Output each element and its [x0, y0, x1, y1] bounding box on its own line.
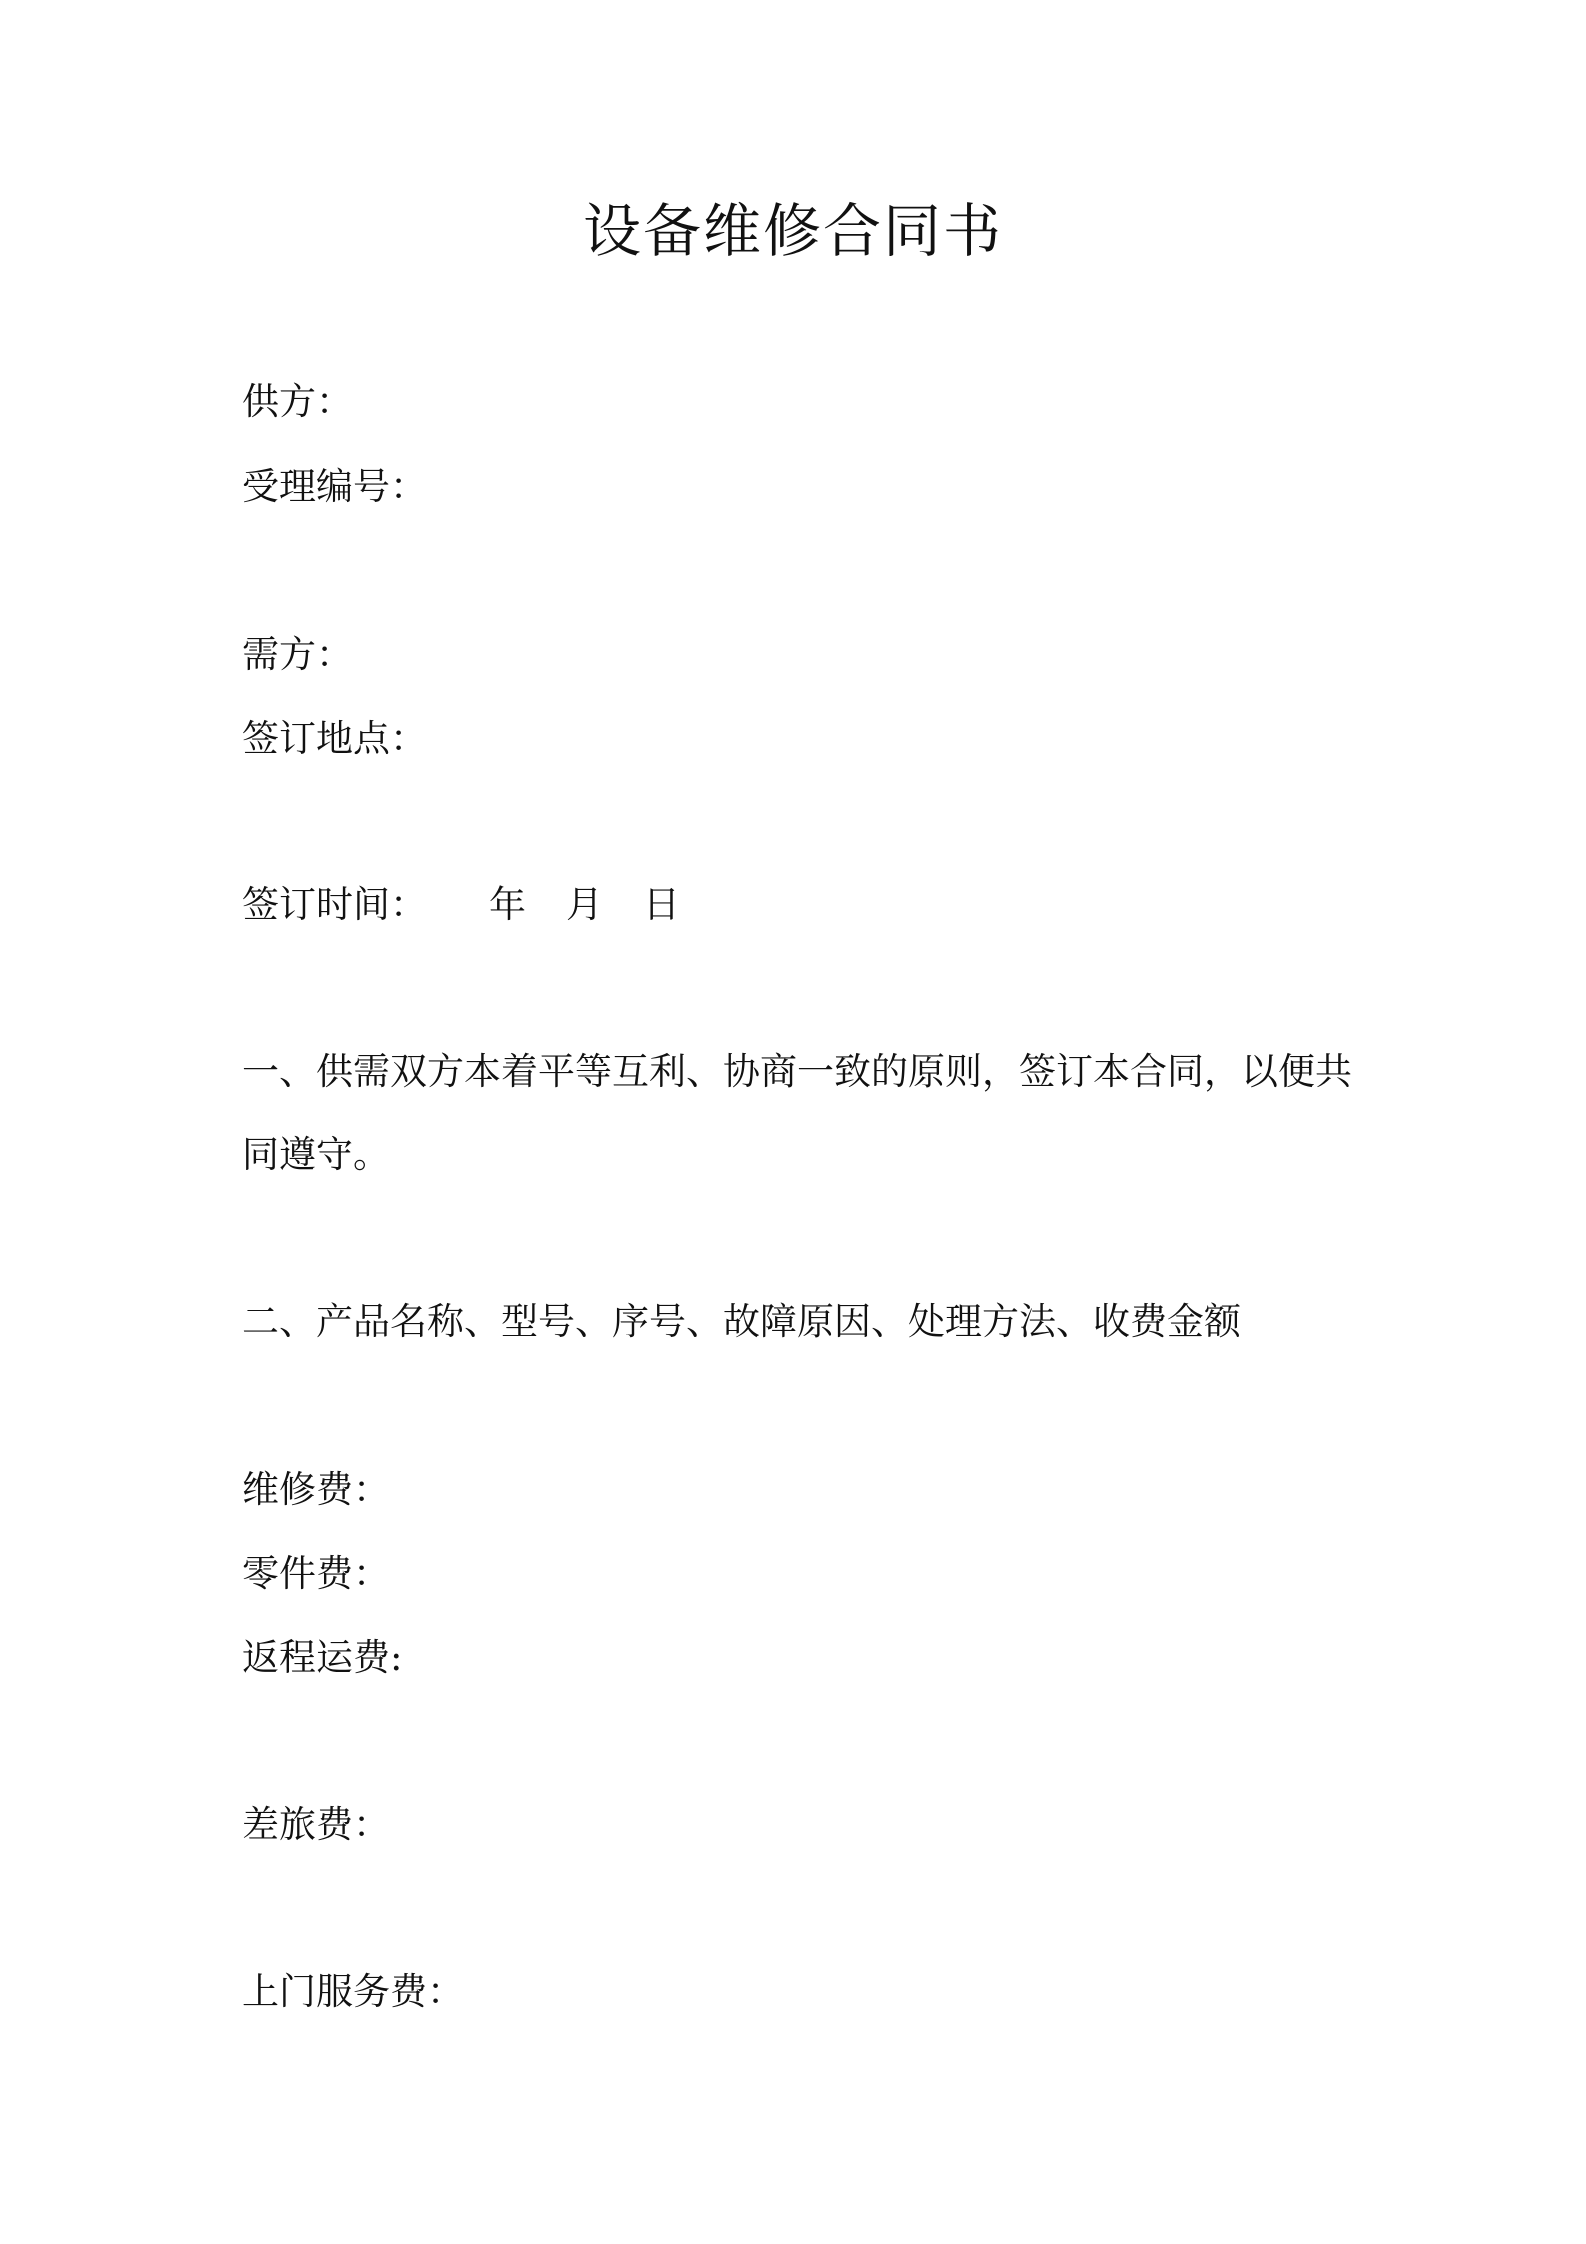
repair-fee-label: 维修费：	[242, 1468, 390, 1511]
return-freight-label: 返程运费:	[242, 1636, 403, 1679]
clause-one: 一、供需双方本着平等互利、协商一致的原则，签订本合同，以便共同遵守。	[242, 1050, 1352, 1176]
year-label: 年	[489, 883, 526, 926]
travel-fee-label: 差旅费：	[242, 1803, 390, 1846]
acceptance-number-label: 受理编号：	[242, 465, 427, 508]
clause-two: 二、产品名称、型号、序号、故障原因、处理方法、收费金额	[242, 1300, 1241, 1343]
parts-fee-label: 零件费：	[242, 1552, 390, 1595]
signing-time-label: 签订时间：	[242, 883, 427, 926]
signing-time-row	[242, 880, 680, 930]
day-label: 日	[643, 883, 680, 926]
document-title: 设备维修合同书	[582, 197, 1003, 265]
month-label: 月	[566, 883, 603, 926]
signing-place-label: 签订地点：	[242, 717, 427, 760]
buyer-label: 需方：	[242, 633, 353, 676]
supplier-label: 供方：	[242, 380, 353, 423]
onsite-service-fee-label: 上门服务费：	[242, 1970, 464, 2013]
